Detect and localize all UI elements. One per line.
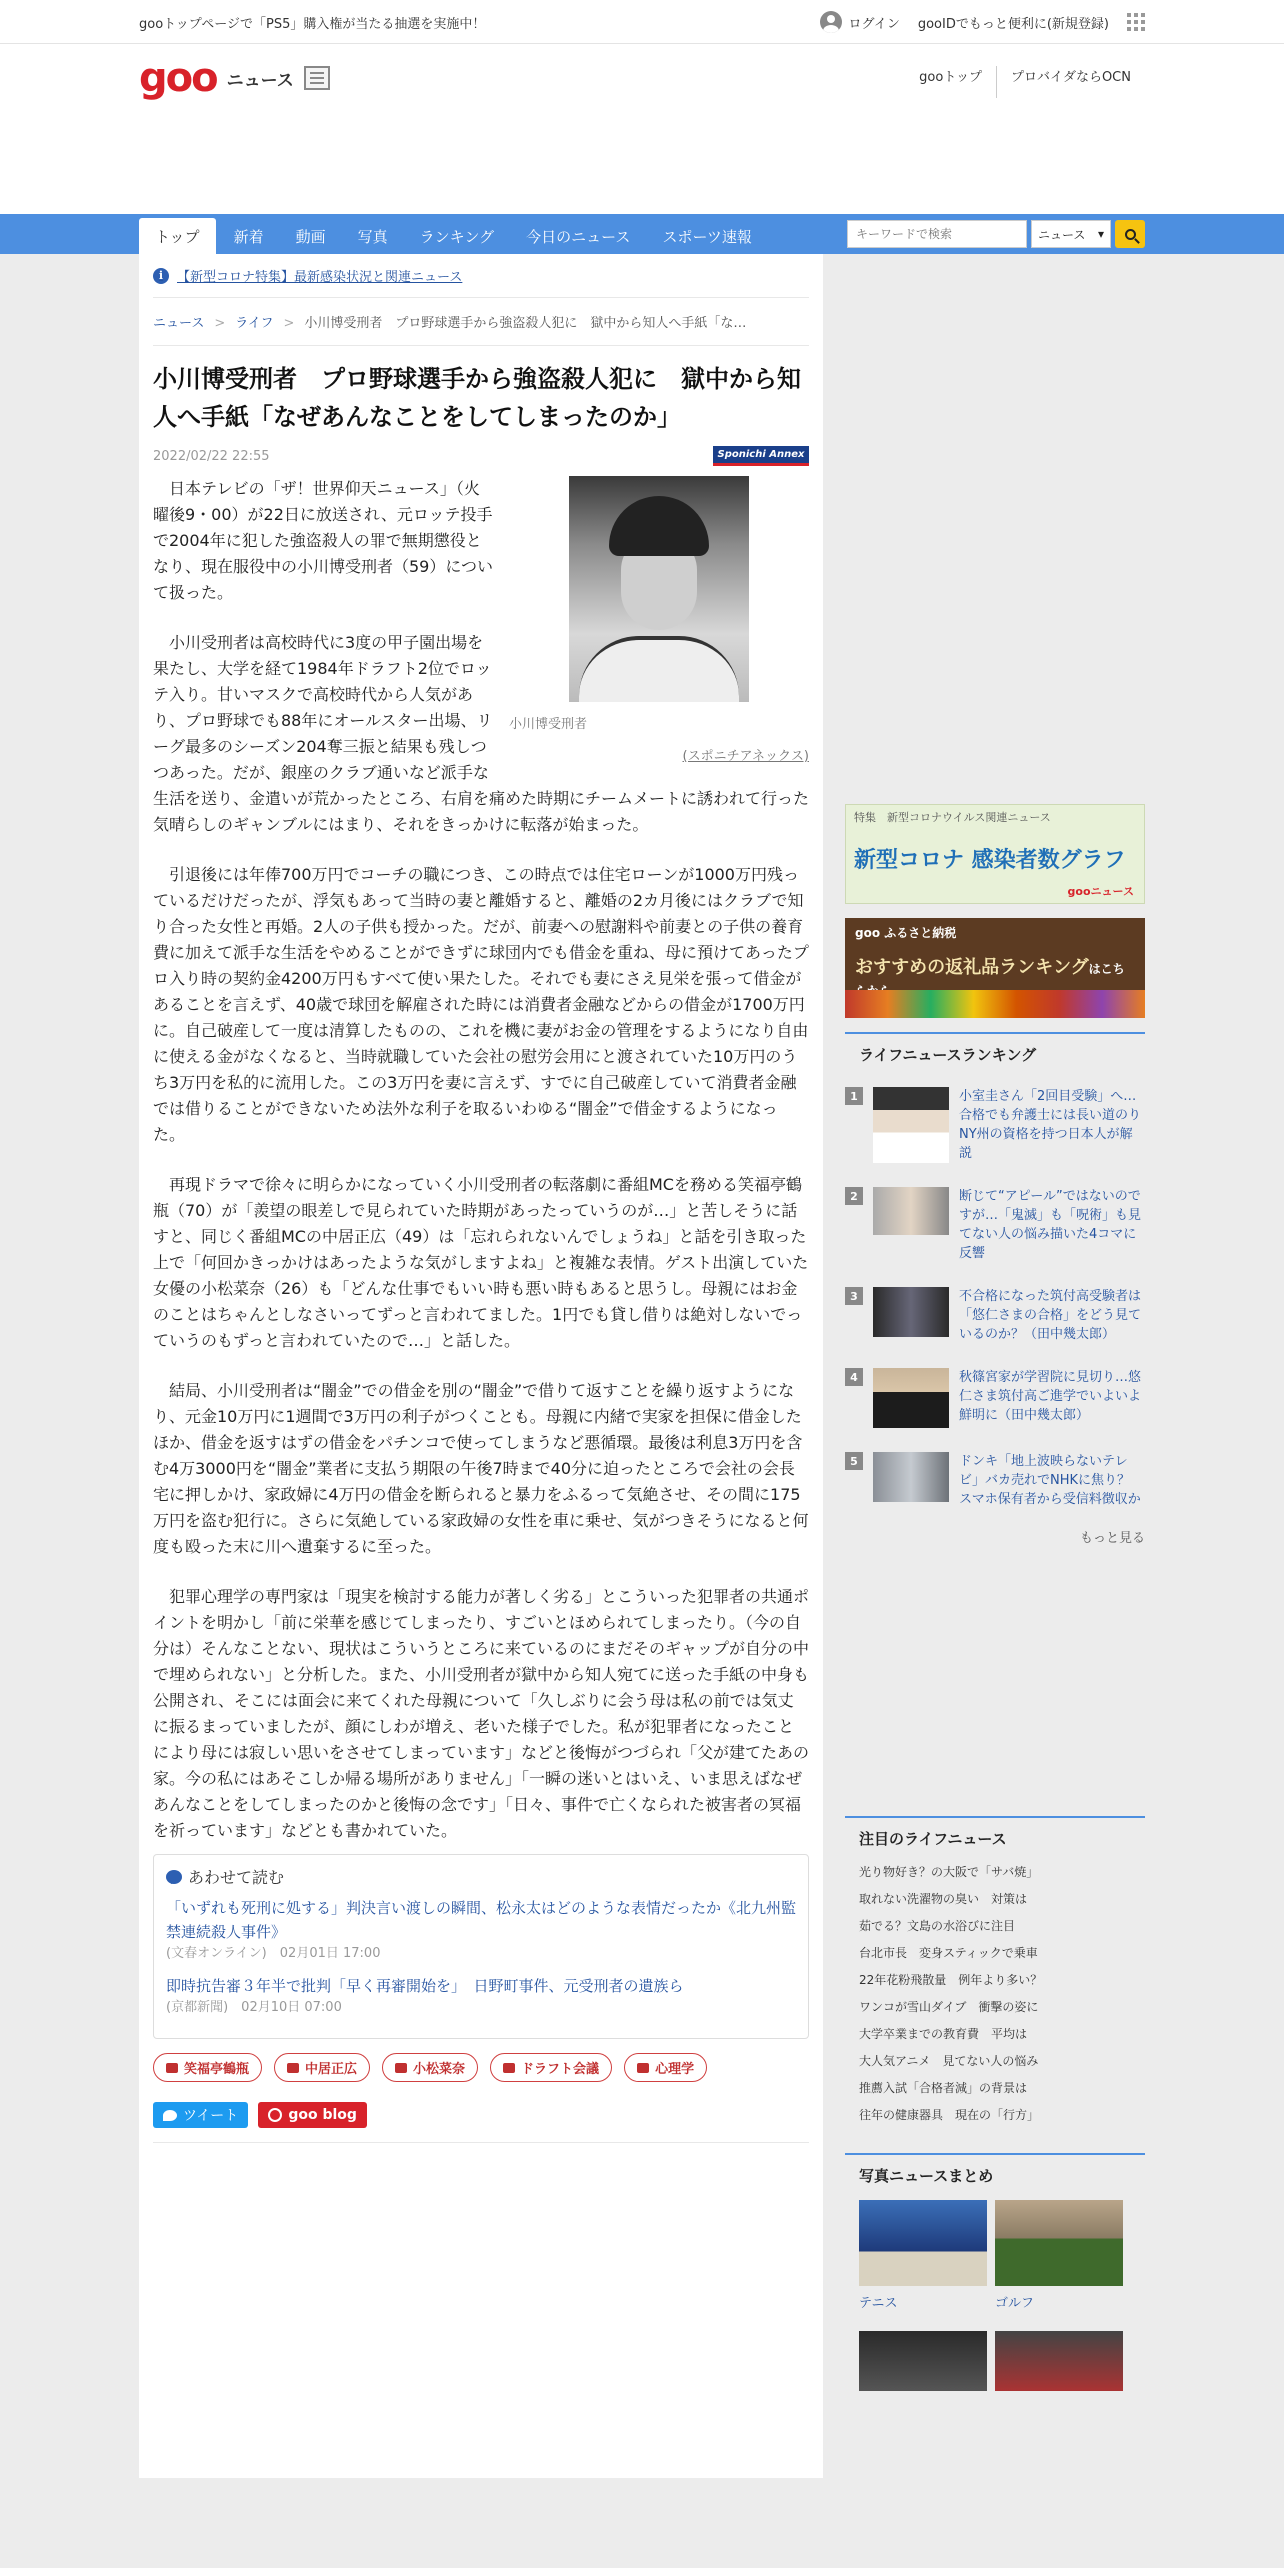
ranking-headline: 不合格になった筑付高受験者は「悠仁さまの合格」をどう見ているのか？（田中幾太郎） — [959, 1289, 1142, 1342]
ranking-thumbnail — [873, 1368, 949, 1428]
rank-number: 3 — [845, 1287, 863, 1305]
login-link[interactable] — [820, 11, 899, 33]
login-label: ログイン — [848, 16, 900, 32]
ranking-item[interactable] — [845, 1075, 1145, 1175]
featured-item[interactable]: ワンコが雪山ダイブ 衝撃の姿に — [859, 2000, 1039, 2014]
featured-item[interactable]: 22年花粉飛散量 例年より多い？ — [859, 1973, 1043, 1987]
tag-label: 心理学 — [655, 2062, 695, 2077]
search-icon — [1125, 229, 1136, 240]
golf-photo — [995, 2200, 1123, 2286]
promo-link[interactable]: gooトップページで「PS5」購入権が当たる抽選を実施中！ — [139, 16, 486, 32]
ranking-headline: 秋篠宮家が学習院に見切り…悠仁さま筑付高ご進学でいよいよ鮮明に（田中幾太郎） — [959, 1370, 1142, 1423]
search-input[interactable] — [847, 220, 1027, 248]
gooid-register-link[interactable]: gooIDでもっと便利に(新規登録) — [917, 16, 1109, 32]
tag-icon — [637, 2063, 649, 2073]
photo-news-item[interactable] — [859, 2331, 987, 2391]
related-item-link[interactable]: 即時抗告審３年半で批判「早く再審開始を」 日野町事件、元受刑者の遺族ら — [166, 1977, 684, 1995]
furusato-banner-main: おすすめの返礼品ランキング — [855, 957, 1089, 978]
tag-label: ドラフト会議 — [521, 2062, 600, 2077]
photo-credit[interactable] — [509, 744, 809, 770]
tag-chip[interactable] — [274, 2053, 370, 2082]
article-date: 2022/02/22 22:55 — [153, 448, 270, 464]
featured-item[interactable]: 取れない洗濯物の臭い 対策は — [859, 1892, 1028, 1906]
ranking-thumbnail — [873, 1187, 949, 1235]
rank-number: 5 — [845, 1452, 863, 1470]
tag-chip[interactable] — [382, 2053, 478, 2082]
furusato-banner-top: goo ふるさと納税 — [855, 926, 957, 940]
nav-tabs — [139, 218, 766, 254]
ranking-more-link[interactable]: もっと見る — [1079, 1531, 1145, 1546]
covid-notice-link[interactable] — [153, 254, 809, 298]
tag-label: 小松菜奈 — [413, 2062, 466, 2077]
rank-number: 4 — [845, 1368, 863, 1386]
photo-thumbnail — [995, 2331, 1123, 2391]
sponichi-logo[interactable]: Sponichi Annex — [713, 446, 809, 466]
related-item-link[interactable]: 「いずれも死刑に処する」判決言い渡しの瞬間、松永太はどのような表情だったか《北九州監禁連続殺人事件》 — [166, 1899, 797, 1941]
featured-item[interactable]: 往年の健康器具 現在の「行方」 — [859, 2108, 1040, 2122]
tag-chip[interactable] — [624, 2053, 707, 2082]
search-scope-select[interactable] — [1031, 220, 1111, 248]
related-articles — [153, 1854, 809, 2039]
photo-news-item[interactable] — [995, 2200, 1123, 2323]
article-body — [153, 476, 809, 1844]
tag-list — [153, 2053, 809, 2082]
breadcrumb-news[interactable]: ニュース — [153, 316, 205, 331]
rank-number: 1 — [845, 1087, 863, 1105]
news-section-label: ニュース — [226, 70, 294, 91]
life-ranking — [845, 1032, 1145, 1556]
ranking-thumbnail — [873, 1452, 949, 1502]
top-utility-bar — [0, 0, 1284, 44]
search-form — [847, 214, 1145, 254]
header-links — [905, 58, 1145, 98]
covid-banner-brand: gooニュース — [1067, 885, 1134, 898]
furusato-banner-sub: はこち — [1088, 962, 1125, 976]
featured-item[interactable]: 大人気アニメ 見てない人の悩み — [859, 2054, 1039, 2068]
chevron-down-icon: ▾ — [1097, 227, 1104, 241]
covid-banner-title: 新型コロナ 感染者数グラフ — [854, 848, 1126, 873]
article-figure — [509, 476, 809, 770]
related-item-source: (京都新聞) — [166, 2000, 229, 2015]
ranking-headline: 小室圭さん「2回目受験」へ…合格でも弁護士には長い道のり NY州の資格を持つ日本人が解説 — [959, 1089, 1142, 1161]
ranking-title: ライフニュースランキング — [859, 1046, 1037, 1064]
tag-label: 笑福亭鶴瓶 — [184, 2062, 250, 2077]
goo-top-link[interactable]: gooトップ — [919, 70, 982, 85]
article-paragraph: 犯罪心理学の専門家は「現実を検討する能力が著しく劣る」とこういった犯罪者の共通ポイントを明かし「前に栄華を感じてしまったり、すごいとほめられてしまったり。（今の自分は）そんなことない、現状はこういうところに来ているのにまだそのギャップが自分の中で埋められない」と分析した。また、小川受刑者が獄中から知人宛てに送った手紙の中身も公開され、そこには面会に来てくれた母親について「久しぶりに会う母は私の前では気丈に振るまっていましたが、顔にしわが増え、老いた様子でした。私が犯罪者になったことにより母には寂しい思いをさせてしまっています」などと後悔がつづられ「父が建てたあの家。今の私にはあそこしか帰る場所がありません」「一瞬の迷いとはいえ、いま思えばなぜあんなことをしてしまったのかと後悔の念です」「日々、事件で亡くなられた被害者の冥福を祈っています」などとも書かれていた。 — [153, 1587, 810, 1840]
photo-news-item[interactable] — [995, 2331, 1123, 2391]
tag-label: 中居正広 — [305, 2062, 358, 2077]
article-paragraph: 再現ドラマで徐々に明らかになっていく小川受刑者の転落劇に番組MCを務める笑福亭鶴瓶（70）が「羨望の眼差しで見られていた時期があったっていうのが…」と苦しそうに話すと、同じく番組MCの中居正広（49）は「忘れられないんでしょうね」と話を引き取った上で「何回かきっかけはあったような気がしますよね」と複雑な表情。ゲスト出演していた女優の小松菜奈（26）も「どんな仕事でもいい時も悪い時もあると思うし。母親にはお金のことはちゃんとしなさいってずっと言われてました。1円でも貸し借りは絶対しないでっていうのもずっと言われていたので…」と話した。 — [153, 1175, 809, 1350]
ranking-thumbnail — [873, 1087, 949, 1163]
photo-caption: 小川博受刑者 — [509, 717, 588, 732]
goo-blog-label: goo blog — [288, 2107, 357, 2123]
photo-credit-text: (スポニチアネックス) — [682, 749, 809, 764]
tab-sports[interactable]: スポーツ速報 — [662, 227, 752, 246]
info-icon: i — [153, 268, 169, 284]
twitter-icon — [163, 2110, 177, 2121]
rank-number: 2 — [845, 1187, 863, 1205]
related-heading: あわせて読む — [188, 1868, 285, 1887]
ranking-thumbnail — [873, 1287, 949, 1337]
newspaper-icon — [304, 66, 330, 90]
photo-news-label: ゴルフ — [995, 2296, 1035, 2311]
related-item — [166, 1974, 796, 2018]
search-scope-value: ニュース — [1038, 227, 1086, 242]
related-item — [166, 1896, 796, 1964]
furusato-banner[interactable] — [845, 918, 1145, 1018]
global-nav — [0, 214, 1284, 254]
food-image-strip — [845, 990, 1145, 1018]
sidebar — [845, 254, 1145, 2478]
article-title: 小川博受刑者 プロ野球選手から強盗殺人犯に 獄中から知人へ手紙「なぜあんなことをしてしまったのか」 — [153, 365, 801, 431]
speech-bubble-icon — [166, 1870, 182, 1884]
photo-news-label: テニス — [859, 2296, 898, 2311]
featured-item[interactable]: 光り物好き？の大阪で「サバ焼」 — [859, 1865, 1039, 1879]
article-paragraph: 日本テレビの「ザ！世界仰天ニュース」（火曜後9・00）が22日に放送され、元ロッテ投手で2004年に犯した強盗殺人の罪で無期懲役となり、現在服役中の小川博受刑者（59）について扱った。 — [153, 479, 494, 602]
tab-video[interactable]: 動画 — [295, 227, 326, 246]
ranking-item[interactable] — [845, 1275, 1145, 1356]
goo-blog-icon — [268, 2108, 282, 2122]
article-paragraph: 小川受刑者は高校時代に3度の甲子園出場を果たし、大学を経て1984年ドラフト2位でロッテ入り。甘いマスクで高校時代から人気があり、プロ野球でも88年にオールスター出場、リーグ最多のシーズン204奪三振と結果も残しつつあった。だが、銀座のクラブ通いなど派手な生活を送り、金遣いが荒かったところ、右肩を痛めた時期にチームメートに誘われて行った気晴らしのギャンブルにはまり、それをきっかけに転落が始まった。 — [153, 633, 810, 834]
ranking-headline: ドンキ「地上波映らないテレビ」バカ売れでNHKに焦り？ スマホ保有者から受信料徴収か — [959, 1454, 1141, 1507]
related-item-source: (文春オンライン) — [166, 1946, 267, 1961]
photo-news-item[interactable] — [859, 2200, 987, 2323]
breadcrumb-separator: > — [283, 316, 295, 331]
user-icon — [820, 11, 842, 33]
share-buttons — [153, 2102, 809, 2143]
featured-item[interactable]: 大学卒業までの教育費 平均は — [859, 2027, 1028, 2041]
tag-icon — [166, 2063, 178, 2073]
article-paragraph: 結局、小川受刑者は“闇金”での借金を別の“闇金”で借りて返すことを繰り返すようになり、元金10万円に1週間で3万円の利子がつくことも。母親に内緒で実家を担保に借金したほか、借金を返すはずの借金をパチンコで使ってしまうなど悪循環。最後は利息3万円を含む4万3000円を“闇金”業者に支払う期限の午後7時まで40分に迫ったところで会社の会長宅に押しかけ、家政婦に4万円の借金を断られると暴力をふるって気絶させ、その間に175万円を盗む犯行に。さらに気絶している家政婦の女性を車に乗せ、気がつきそうになると何度も殴った末に川へ遺棄するに至った。 — [153, 1381, 809, 1556]
tag-icon — [395, 2063, 407, 2073]
featured-title: 注目のライフニュース — [859, 1830, 1007, 1848]
tag-icon — [287, 2063, 299, 2073]
tab-new[interactable]: 新着 — [233, 227, 264, 246]
site-header — [0, 44, 1284, 214]
breadcrumb-current: 小川博受刑者 プロ野球選手から強盗殺人犯に 獄中から知人へ手紙「な… — [304, 316, 747, 331]
photo-news-summary — [845, 2153, 1145, 2395]
breadcrumb-separator: > — [214, 316, 226, 331]
ranking-item[interactable] — [845, 1440, 1145, 1521]
tweet-button[interactable] — [153, 2102, 248, 2128]
ranking-item[interactable] — [845, 1175, 1145, 1275]
photo-news-title: 写真ニュースまとめ — [859, 2167, 994, 2185]
article-paragraph: 引退後には年俸700万円でコーチの職につき、この時点では住宅ローンが1000万円残っているだけだったが、浮気もあって当時の妻と離婚すると、離婚の2カ月後にはクラブで知り合った女性と再婚。2人の子供も授かった。だが、前妻への慰謝料や前妻との子供の養育費に加えて派手な生活をやめることができずに球団内でも借金を重ね、母に預けてあったプロ入り時の契約金4200万円もすべて使い果たした。それでも妻にさえ見栄を張って借金があることを言えず、40歳で球団を解雇された時には消費者金融などからの借金が1700万円に。自己破産して一度は清算したものの、これを機に妻がお金の管理をするようになり自由に使える金がなくなると、当時就職していた会社の慰労会用にと渡されていた10万円のうち3万円を私的に流用した。この3万円を妻に言えず、すでに自己破産していて消費者金融では借りることができないため法外な利子を取るいわゆる“闇金”で借金するようになった。 — [153, 865, 809, 1144]
main-column — [139, 254, 823, 2478]
tab-ranking[interactable]: ランキング — [419, 227, 495, 246]
tag-chip[interactable] — [153, 2053, 262, 2082]
goo-logo: goo — [139, 55, 217, 101]
goo-news-logo[interactable] — [139, 55, 330, 101]
featured-life-news — [845, 1816, 1145, 2139]
featured-item[interactable]: 茹でる？文島の水浴びに注目 — [859, 1919, 1016, 1933]
related-item-date: 02月01日 17:00 — [279, 1946, 381, 1961]
tab-top[interactable]: トップ — [139, 218, 216, 254]
tweet-label: ツイート — [183, 2108, 239, 2124]
article-photo[interactable] — [569, 476, 749, 702]
tag-icon — [503, 2063, 515, 2073]
covid-notice-text: 【新型コロナ特集】最新感染状況と関連ニュース — [177, 270, 463, 285]
search-button[interactable] — [1115, 220, 1145, 248]
breadcrumb-life[interactable]: ライフ — [235, 316, 274, 331]
photo-thumbnail — [859, 2331, 987, 2391]
covid-graph-banner[interactable] — [845, 804, 1145, 904]
tag-chip[interactable] — [490, 2053, 612, 2082]
featured-item[interactable]: 推薦入試「合格者減」の背景は — [859, 2081, 1028, 2095]
breadcrumb — [153, 298, 809, 346]
goo-blog-button[interactable] — [258, 2102, 367, 2128]
featured-item[interactable]: 台北市長 変身スティックで乗車 — [859, 1946, 1038, 1960]
related-item-date: 02月10日 07:00 — [241, 2000, 342, 2015]
ranking-headline: 断じて“アピール”ではないのですが…「鬼滅」も「呪術」も見てない人の悩み描いた4コマに反響 — [959, 1189, 1142, 1261]
tab-photo[interactable]: 写真 — [357, 227, 388, 246]
ocn-link[interactable]: プロバイダならOCN — [996, 66, 1145, 98]
ranking-item[interactable] — [845, 1356, 1145, 1440]
covid-banner-small: 特集 新型コロナウイルス関連ニュース — [854, 811, 1051, 824]
tennis-photo — [859, 2200, 987, 2286]
app-grid-icon[interactable] — [1127, 13, 1145, 31]
tab-today[interactable]: 今日のニュース — [526, 227, 631, 246]
